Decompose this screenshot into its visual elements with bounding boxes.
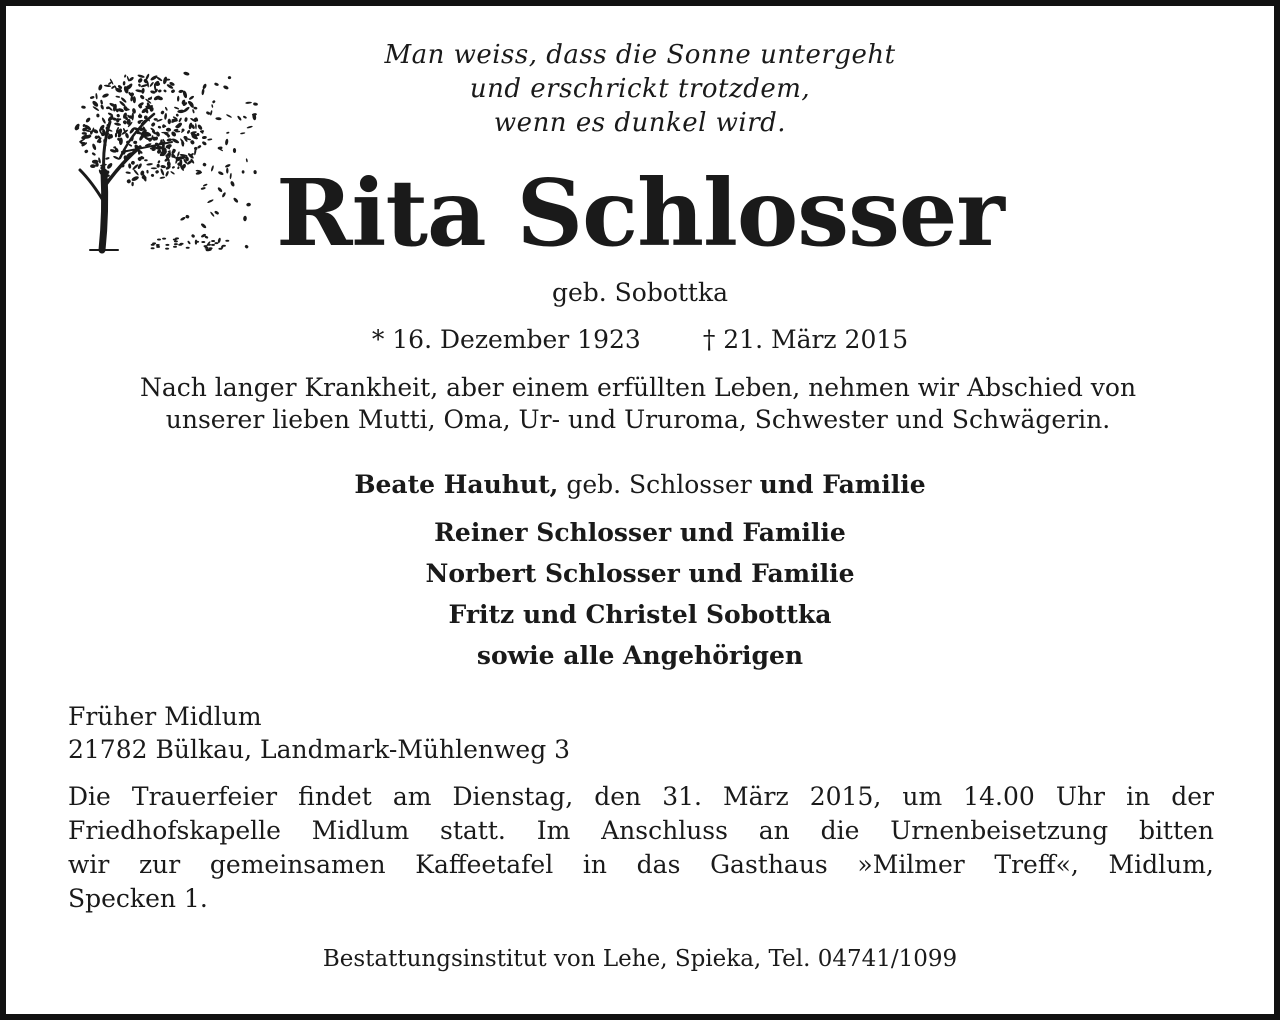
service-word: in	[582, 850, 607, 879]
leaf-mark	[125, 132, 130, 139]
address-line: 21782 Bülkau, Landmark-Mühlenweg 3	[68, 735, 571, 764]
service-word: der	[1171, 782, 1214, 811]
falling-leaf-mark	[185, 214, 190, 219]
leaf-mark	[138, 114, 142, 118]
ground-leaf-mark	[205, 249, 209, 251]
service-word: den	[594, 782, 642, 811]
deceased-name: Rita Schlosser	[276, 159, 1004, 267]
ground-leaf-mark	[156, 244, 160, 246]
falling-leaf-mark	[211, 104, 213, 108]
motto-line: und erschrickt trotzdem,	[469, 74, 811, 104]
leaf-mark	[160, 168, 165, 176]
service-word: Trauerfeier	[131, 782, 278, 811]
service-word: 14.00	[963, 782, 1035, 811]
falling-leaf-mark	[253, 102, 258, 106]
funeral-home: Bestattungsinstitut von Lehe, Spieka, Tel. 04741/1099	[322, 946, 958, 972]
leaf-mark	[104, 84, 111, 87]
motto-line: Man weiss, dass die Sonne untergeht	[384, 40, 896, 70]
leaf-mark	[182, 106, 190, 113]
falling-leaf-mark	[223, 85, 230, 91]
leaf-mark	[157, 125, 161, 129]
falling-leaf-mark	[188, 95, 194, 100]
leaf-mark	[144, 159, 148, 161]
falling-leaf-mark	[187, 240, 191, 244]
leaf-mark	[166, 128, 172, 132]
address-line: Früher Midlum	[68, 702, 262, 731]
service-line	[68, 848, 1214, 882]
service-word: bitten	[1138, 816, 1214, 845]
falling-leaf-mark	[207, 199, 214, 204]
ground-leaf-mark	[186, 247, 190, 249]
leaf-mark	[156, 76, 163, 82]
service-info	[68, 780, 1214, 916]
mourner-row: Fritz und Christel Sobottka	[448, 600, 832, 629]
leaf-mark	[125, 171, 131, 174]
falling-leaf-mark	[226, 114, 232, 119]
leaf-mark	[81, 105, 86, 109]
leaf-mark	[177, 166, 180, 170]
falling-leaf-mark	[217, 146, 222, 150]
ground-leaf-mark	[165, 244, 169, 246]
mourner-first	[0, 466, 1280, 504]
service-word: Die	[68, 782, 111, 811]
falling-leaf-mark	[226, 168, 228, 174]
falling-leaf-mark	[197, 145, 202, 150]
service-word: an	[758, 816, 790, 845]
leaf-mark	[116, 113, 120, 118]
ground-leaf-mark	[201, 241, 205, 243]
leaf-mark	[85, 117, 91, 123]
motto	[330, 38, 950, 140]
service-line	[68, 780, 1214, 814]
service-word: findet	[298, 782, 372, 811]
leaf-mark	[130, 160, 135, 165]
falling-leaf-mark	[210, 165, 214, 172]
leaf-mark	[140, 84, 148, 88]
leaf-mark	[91, 143, 97, 151]
leaf-mark	[149, 81, 154, 87]
mourner-born-name: geb. Schlosser	[566, 470, 752, 499]
service-word: Treff«,	[994, 850, 1079, 879]
leaf-mark	[137, 77, 143, 83]
falling-leaf-mark	[210, 211, 215, 217]
leaf-mark	[150, 122, 155, 128]
leaf-mark	[165, 171, 170, 177]
ground-leaf-mark	[175, 237, 179, 239]
leaf-mark	[165, 107, 169, 112]
falling-leaf-mark	[200, 187, 205, 190]
service-line	[68, 814, 1214, 848]
leaf-mark	[164, 113, 167, 120]
leaf-mark	[96, 113, 100, 117]
farewell-text	[62, 372, 1214, 436]
ground-leaf-mark	[180, 243, 184, 245]
leaf-mark	[124, 74, 127, 78]
ground-leaf-mark	[222, 245, 226, 247]
leaf-mark	[160, 165, 166, 169]
leaf-mark	[117, 108, 124, 113]
falling-leaf-mark	[233, 148, 236, 153]
service-word: Urnenbeisetzung	[890, 816, 1109, 845]
falling-leaf-mark	[200, 223, 207, 229]
leaf-mark	[100, 104, 105, 110]
leaf-mark	[178, 117, 182, 122]
leaf-mark	[98, 84, 103, 91]
leaf-mark	[91, 100, 99, 108]
service-word: Midlum,	[1108, 850, 1214, 879]
falling-leaf-mark	[245, 102, 252, 105]
leaf-mark	[146, 163, 153, 166]
leaf-mark	[192, 109, 195, 114]
leaf-mark	[174, 106, 180, 110]
falling-leaf-mark	[214, 82, 219, 86]
ground-leaf-mark	[156, 246, 160, 248]
falling-leaf-mark	[221, 192, 226, 198]
leaf-mark	[131, 182, 134, 187]
mourner-row: sowie alle Angehörigen	[476, 641, 804, 670]
ground-leaf-mark	[218, 248, 222, 250]
leaf-mark	[131, 175, 140, 182]
farewell-line: unserer lieben Mutti, Oma, Ur- und Ururoma, Schwester und Schwägerin.	[165, 405, 1111, 434]
leaf-mark	[95, 93, 98, 100]
falling-leaf-mark	[212, 100, 216, 104]
ground-leaf-mark	[211, 244, 215, 246]
mourner-suffix: und Familie	[759, 470, 926, 499]
service-word: Kaffeetafel	[415, 850, 554, 879]
leaf-mark	[160, 110, 165, 115]
ground-leaf-mark	[151, 244, 155, 246]
falling-leaf-mark	[201, 88, 205, 95]
leaf-mark	[177, 151, 181, 157]
ground-leaf-mark	[174, 240, 178, 242]
service-word: Uhr	[1055, 782, 1106, 811]
leaf-mark	[153, 118, 157, 121]
leaf-mark	[145, 73, 150, 80]
falling-leaf-mark	[215, 117, 221, 120]
falling-leaf-mark	[243, 115, 248, 119]
mourner-row: Reiner Schlosser und Familie	[434, 518, 846, 547]
service-word: 2015,	[809, 782, 882, 811]
leaf-mark	[150, 173, 154, 177]
leaf-mark	[123, 81, 126, 86]
falling-leaf-mark	[207, 138, 212, 141]
leaf-mark	[131, 112, 134, 120]
ground-leaf-mark	[162, 238, 166, 240]
falling-leaf-mark	[206, 111, 211, 115]
falling-leaf-mark	[214, 210, 220, 215]
ground-leaf-mark	[211, 240, 215, 242]
leaf-mark	[170, 89, 175, 94]
mourner-name: Beate Hauhut,	[354, 470, 559, 499]
ground-leaf-mark	[214, 242, 218, 244]
falling-leaf-mark	[210, 110, 213, 116]
service-word: Anschluss	[601, 816, 728, 845]
service-word: Gasthaus	[710, 850, 828, 879]
ground-leaf-mark	[225, 240, 229, 242]
falling-leaf-mark	[201, 141, 207, 147]
falling-leaf-mark	[191, 234, 196, 239]
ground-leaf-mark	[174, 243, 178, 245]
service-word: um	[902, 782, 943, 811]
service-word: Midlum	[311, 816, 410, 845]
leaf-mark	[98, 157, 102, 164]
leaf-mark	[137, 74, 145, 79]
service-word: das	[636, 850, 681, 879]
leaf-mark	[84, 149, 89, 154]
service-word: März	[723, 782, 789, 811]
falling-leaf-mark	[202, 136, 207, 140]
leaf-mark	[139, 94, 145, 100]
leaf-mark	[163, 89, 167, 93]
falling-leaf-mark	[217, 187, 223, 193]
leaf-mark	[197, 124, 203, 131]
leaf-mark	[195, 123, 197, 129]
service-line-last: Specken 1.	[68, 884, 208, 913]
leaf-mark	[102, 93, 110, 99]
leaf-mark	[175, 113, 179, 117]
falling-leaf-mark	[202, 83, 207, 89]
falling-leaf-mark	[240, 132, 245, 135]
leaf-mark	[171, 138, 180, 145]
ground-leaf-mark	[209, 247, 213, 249]
falling-leaf-mark	[225, 139, 229, 146]
falling-leaf-mark	[180, 216, 186, 221]
leaf-mark	[177, 96, 180, 102]
leaf-mark	[151, 167, 157, 169]
leaf-mark	[190, 139, 196, 145]
leaf-mark	[90, 164, 96, 168]
falling-leaf-mark	[237, 115, 242, 121]
service-word: gemeinsamen	[209, 850, 386, 879]
service-word: statt.	[440, 816, 506, 845]
leaf-mark	[137, 163, 143, 170]
falling-leaf-mark	[203, 183, 208, 187]
service-word: Friedhofskapelle	[68, 816, 281, 845]
leaf-mark	[100, 100, 103, 105]
leaf-mark	[186, 130, 190, 135]
mourners-list	[0, 466, 1280, 676]
death-date: † 21. März 2015	[702, 325, 909, 354]
leaf-mark	[133, 169, 139, 176]
ground-leaf-mark	[195, 241, 199, 243]
leaf-mark	[158, 89, 162, 93]
leaf-mark	[193, 106, 197, 109]
ground-leaf-mark	[207, 244, 211, 246]
leaf-mark	[155, 170, 160, 175]
ground-leaf-mark	[151, 247, 155, 249]
leaf-mark	[91, 152, 96, 156]
leaf-mark	[106, 162, 113, 170]
ground-leaf-mark	[165, 248, 169, 250]
leaf-mark	[184, 117, 188, 122]
leaf-mark	[133, 96, 136, 103]
service-word: zur	[139, 850, 181, 879]
birth-date: * 16. Dezember 1923	[371, 325, 641, 354]
service-word: in	[1126, 782, 1151, 811]
leaf-mark	[90, 96, 95, 100]
service-word: am	[392, 782, 432, 811]
leaf-mark	[159, 176, 165, 179]
service-word: »Milmer	[857, 850, 965, 879]
leaf-mark	[105, 157, 110, 160]
leaf-mark	[146, 170, 149, 174]
leaf-mark	[114, 122, 121, 126]
leaf-mark	[101, 117, 106, 124]
leaf-mark	[133, 141, 137, 144]
leaf-mark	[115, 96, 120, 99]
leaf-mark	[163, 131, 171, 137]
service-word: wir	[68, 850, 110, 879]
service-word: Im	[536, 816, 571, 845]
mourner-row: Norbert Schlosser und Familie	[425, 559, 855, 588]
service-word: Dienstag,	[452, 782, 574, 811]
service-word: die	[820, 816, 860, 845]
falling-leaf-mark	[246, 125, 252, 128]
leaf-mark	[168, 119, 171, 125]
ground-leaf-mark	[204, 245, 208, 247]
falling-leaf-mark	[226, 132, 230, 135]
life-dates	[0, 323, 1280, 357]
ground-leaf-mark	[157, 239, 161, 241]
falling-leaf-mark	[202, 162, 207, 167]
leaf-mark	[172, 166, 176, 169]
birth-name: geb. Sobottka	[551, 278, 729, 307]
address	[68, 700, 570, 766]
leaf-mark	[128, 163, 132, 168]
leaf-mark	[157, 160, 161, 164]
farewell-line: Nach langer Krankheit, aber einem erfüllten Leben, nehmen wir Abschied von	[139, 373, 1137, 402]
leaf-mark	[157, 164, 160, 168]
ground-leaf-mark	[173, 246, 177, 248]
falling-leaf-mark	[228, 76, 232, 79]
leaf-mark	[170, 171, 175, 175]
leaf-mark	[126, 179, 131, 184]
falling-leaf-mark	[183, 71, 190, 76]
falling-leaf-mark	[218, 171, 225, 176]
motto-line: wenn es dunkel wird.	[493, 108, 787, 138]
service-word: 31.	[662, 782, 702, 811]
